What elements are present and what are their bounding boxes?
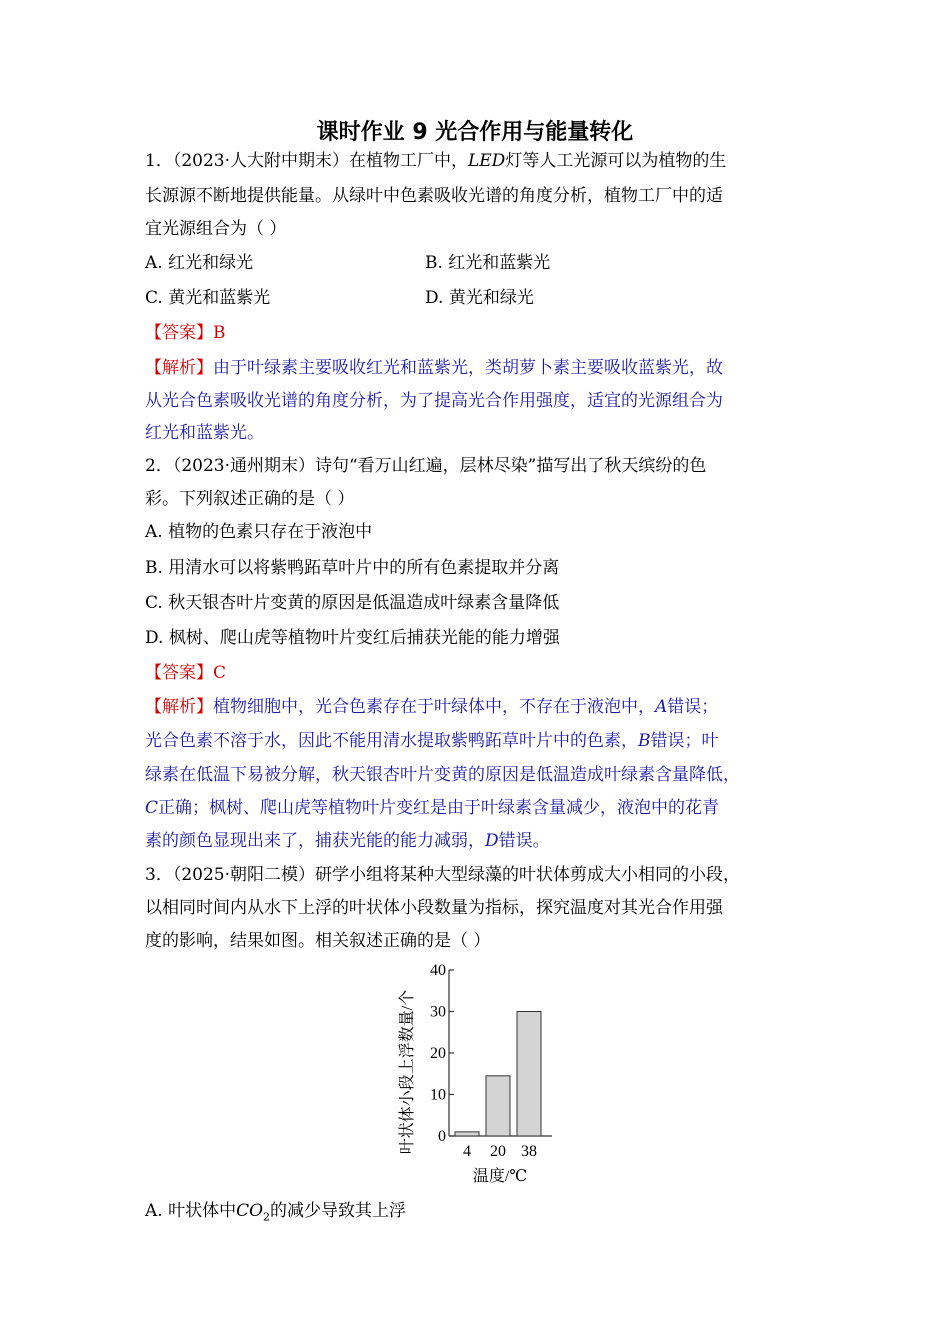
q3-stem-line1: 3．（2025·朝阳二模）研学小组将某种大型绿藻的叶状体剪成大小相同的小段，	[145, 865, 740, 885]
q1-analysis-text1: 由于叶绿素主要吸收红光和蓝紫光，类胡萝卜素主要吸收蓝紫光，故	[213, 358, 723, 378]
q2-analysis-tag: 【解析】	[145, 697, 213, 717]
y-axis-label	[398, 990, 416, 1154]
q2-option-c: C. 秋天银杏叶片变黄的原因是低温造成叶绿素含量降低	[145, 593, 560, 613]
q3-stem-line3: 度的影响，结果如图。相关叙述正确的是（ ）	[145, 931, 491, 951]
q3-option-a-text-a: A. 叶状体中	[145, 1201, 237, 1221]
q1-analysis-line1	[145, 355, 723, 381]
q2-analysis-line4	[145, 795, 719, 821]
q2-analysis-text1-end: 错误；	[667, 697, 719, 717]
q2-analysis-text2-end: 错误；叶	[650, 731, 719, 751]
q2-var-a: A	[655, 697, 668, 717]
q2-analysis-text4: 正确；枫树、爬山虎等植物叶片变红是由于叶绿素含量减少，液泡中的花青	[158, 798, 720, 818]
q2-stem-line1: 2．（2023·通州期末）诗句“看万山红遍，层林尽染”描写出了秋天缤纷的色	[145, 456, 707, 476]
bars	[455, 1012, 541, 1137]
y-tick-label-1: 10	[430, 1086, 446, 1104]
x-axis-label: 温度/℃	[472, 1168, 528, 1185]
q1-option-a: A. 红光和绿光	[145, 253, 254, 273]
q1-analysis-line2: 从光合色素吸收光谱的角度分析，为了提高光合作用强度，适宜的光源组合为	[145, 391, 723, 411]
q3-co2-subscript: 2	[263, 1210, 271, 1224]
q2-answer-value: C	[213, 663, 227, 683]
y-ticks	[430, 962, 454, 1145]
q2-option-d: D. 枫树、爬山虎等植物叶片变红后捕获光能的能力增强	[145, 628, 560, 648]
x-ticks	[463, 1143, 537, 1160]
q1-stem-text-a: 1．（2023·人大附中期末）在植物工厂中，	[145, 151, 468, 171]
x-tick-label-4: 4	[463, 1143, 471, 1160]
q2-analysis-text5: 素的颜色显现出来了，捕获光能的能力减弱，	[145, 831, 485, 851]
y-tick-label-0: 0	[438, 1128, 446, 1145]
q2-var-d: D	[485, 831, 499, 851]
q2-analysis-line3: 绿素在低温下易被分解，秋天银杏叶片变黄的原因是低温造成叶绿素含量降低，	[145, 765, 740, 785]
q1-led-term: LED	[467, 151, 506, 171]
q2-analysis-text5-end: 错误。	[498, 831, 550, 851]
y-axis-label-text: 叶状体小段上浮数量/个	[399, 989, 416, 1155]
q1-stem-line1	[145, 148, 726, 174]
q1-option-b: B. 红光和蓝紫光	[425, 253, 551, 273]
q1-stem-line3: 宜光源组合为（ ）	[145, 219, 287, 239]
q2-var-b: B	[638, 731, 651, 751]
y-tick-label-3: 30	[430, 1003, 446, 1021]
q2-analysis-line5	[145, 828, 550, 854]
q2-answer	[145, 660, 226, 686]
bar-38	[517, 1012, 541, 1137]
y-tick-label-4: 40	[430, 962, 446, 979]
q2-option-a: A. 植物的色素只存在于液泡中	[145, 522, 373, 542]
bar-20	[486, 1076, 510, 1136]
q2-option-b: B. 用清水可以将紫鸭跖草叶片中的所有色素提取并分离	[145, 558, 560, 578]
q1-answer-tag: 【答案】	[145, 323, 213, 343]
temperature-bar-chart	[392, 958, 572, 1190]
q3-co2-term: CO	[236, 1201, 264, 1221]
q1-option-d: D. 黄光和绿光	[425, 288, 534, 308]
q1-answer-value: B	[213, 323, 226, 343]
q2-analysis-line2	[145, 728, 719, 754]
q1-answer	[145, 320, 226, 346]
q1-analysis-line3: 红光和蓝紫光。	[145, 423, 264, 443]
page-title: 课时作业 9 光合作用与能量转化	[316, 120, 634, 145]
q3-stem-line2: 以相同时间内从水下上浮的叶状体小段数量为指标，探究温度对其光合作用强	[145, 898, 723, 918]
x-tick-label-38: 38	[521, 1143, 537, 1160]
x-tick-label-20: 20	[490, 1143, 506, 1160]
q1-stem-text-b: 灯等人工光源可以为植物的生	[505, 151, 727, 171]
q2-analysis-text1: 植物细胞中，光合色素存在于叶绿体中，不存在于液泡中，	[213, 697, 655, 717]
q1-stem-line2: 长源源不断地提供能量。从绿叶中色素吸收光谱的角度分析，植物工厂中的适	[145, 186, 723, 206]
q3-option-a-text-b: 的减少导致其上浮	[270, 1201, 407, 1221]
q2-var-c: C	[145, 798, 159, 818]
q1-analysis-tag: 【解析】	[145, 358, 213, 378]
q3-option-a	[145, 1198, 406, 1230]
q1-option-c: C. 黄光和蓝紫光	[145, 288, 271, 308]
bar-4	[455, 1132, 479, 1136]
q2-answer-tag: 【答案】	[145, 663, 213, 683]
y-tick-label-2: 20	[430, 1045, 446, 1062]
q2-stem-line2: 彩。下列叙述正确的是（ ）	[145, 489, 355, 509]
q2-analysis-line1	[145, 694, 718, 720]
q2-analysis-text2: 光合色素不溶于水，因此不能用清水提取紫鸭跖草叶片中的色素，	[145, 731, 638, 751]
